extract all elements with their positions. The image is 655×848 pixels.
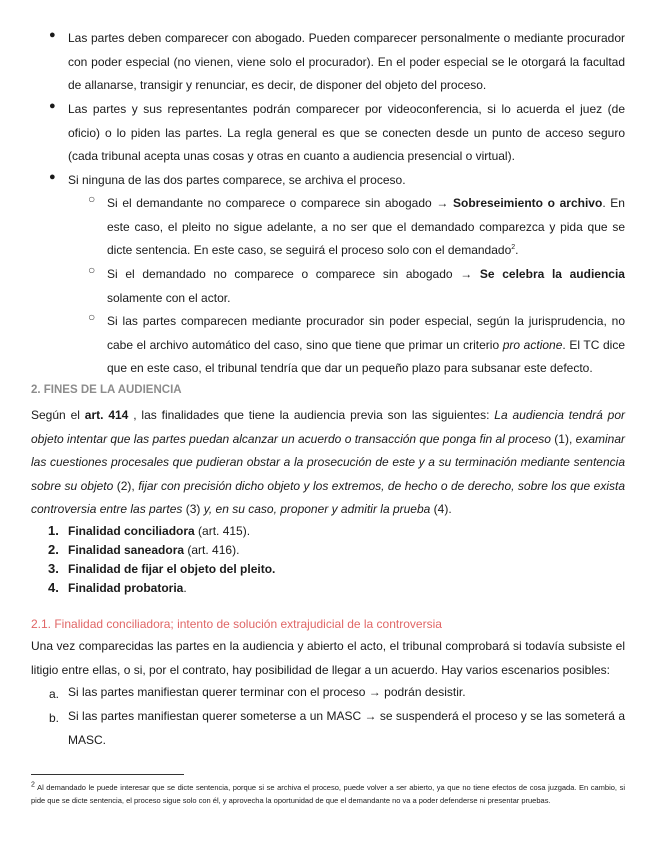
list-number: 2. (48, 542, 59, 557)
list-letter: b. (49, 711, 60, 725)
lettered-item: Si las partes manifiestan querer terminar con el proceso → podrán desistir. (68, 685, 466, 699)
sub-bullet-item: Si las partes comparecen mediante procurador sin poder especial, según la jurisprudencia, no cabe el archivo automático del caso, sino que tiene que primar un criterio pro actione. El TC dice que en este caso, el tribunal tendría que dar un pequeño plazo para subsanar este defecto. (107, 314, 626, 376)
circle-bullet-icon: ○ (88, 310, 96, 324)
numbered-item: Finalidad de fijar el objeto del pleito. (68, 562, 276, 576)
bullet-item: Las partes y sus representantes podrán comparecer por videoconferencia, si lo acuerda el juez (de oficio) o lo piden las partes. La regla general es que se conecten desde un punto de acceso seguro (cada tribunal acepta unas cosas y otras en cuanto a audiencia presencial o virtual). (68, 102, 625, 164)
circle-bullet-icon: ○ (88, 192, 96, 206)
subsection-heading: 2.1. Finalidad conciliadora; intento de solución extrajudicial de la controversia (31, 617, 442, 631)
numbered-item: Finalidad probatoria. (68, 581, 187, 595)
intro-paragraph: Una vez comparecidas las partes en la audiencia y abierto el acto, el tribunal comprobará si todavía subsiste el litigio entre ellas, o si, por el contrato, hay posibilidad de llegar a un acuerdo. Hay varios escenarios posibles: (31, 639, 625, 677)
circle-bullet-icon: ○ (88, 263, 96, 277)
bullet-icon: ● (49, 29, 56, 41)
footnote-separator (31, 774, 184, 775)
footnote: $^2$ Al demandado le puede interesar que se dicte sentencia, porque si se archiva el proceso, puede volver a ser abierto, ya que no tiene efectos de cosa juzgada. En cambio, si pide que se dicte sentencia, el proceso sigue solo con él, y aprovecha la oportunidad de que el demandante no va a poder defenderse ni presentar pruebas. (31, 781, 625, 805)
lettered-item: Si las partes manifiestan querer someterse a un MASC → se suspenderá el proceso y se las someterá a MASC. (68, 709, 625, 747)
sub-bullet-item: Si el demandante no comparece o comparece sin abogado → Sobreseimiento o archivo. En este caso, el pleito no sigue adelante, a no ser que el demandado comparezca y pida que se dicte sentencia. En este caso, se seguirá el proceso solo con el demandado$^2$. (107, 196, 625, 258)
bullet-icon: ● (49, 100, 56, 112)
fines-paragraph: Según el art. 414 , las finalidades que tiene la audiencia previa son las siguientes: La audiencia tendrá por objeto intentar que las partes puedan alcanzar un acuerdo o transacción que ponga fin al proceso (1), examinar las cuestiones procesales que pudieran obstar a la prosecución de este y a su terminación mediante sentencia sobre su objeto (2), fijar con precisión dicho objeto y los extremos, de hecho o de derecho, sobre los que exista controversia entre las partes (3) y, en su caso, proponer y admitir la prueba (4). (31, 408, 625, 517)
numbered-item: Finalidad conciliadora (art. 415). (68, 524, 251, 538)
bullet-item: Si ninguna de las dos partes comparece, se archiva el proceso. (68, 173, 406, 187)
bullet-item: Las partes deben comparecer con abogado. Pueden comparecer personalmente o mediante procurador con poder especial (no vienen, viene solo el procurador). En el poder especial se le otorgará la facultad de allanarse, transigir y renunciar, es decir, de disponer del objeto del proceso. (68, 31, 625, 93)
list-number: 3. (48, 561, 59, 576)
list-letter: a. (49, 687, 60, 701)
numbered-item: Finalidad saneadora (art. 416). (68, 543, 240, 557)
list-number: 4. (48, 580, 59, 595)
sub-bullet-item: Si el demandado no comparece o comparece sin abogado → Se celebra la audiencia solamente con el actor. (107, 267, 625, 305)
bullet-icon: ● (49, 171, 56, 183)
list-number: 1. (48, 523, 59, 538)
footnote-ref: 2 (511, 244, 516, 252)
section-heading: 2. FINES DE LA AUDIENCIA (31, 384, 182, 396)
